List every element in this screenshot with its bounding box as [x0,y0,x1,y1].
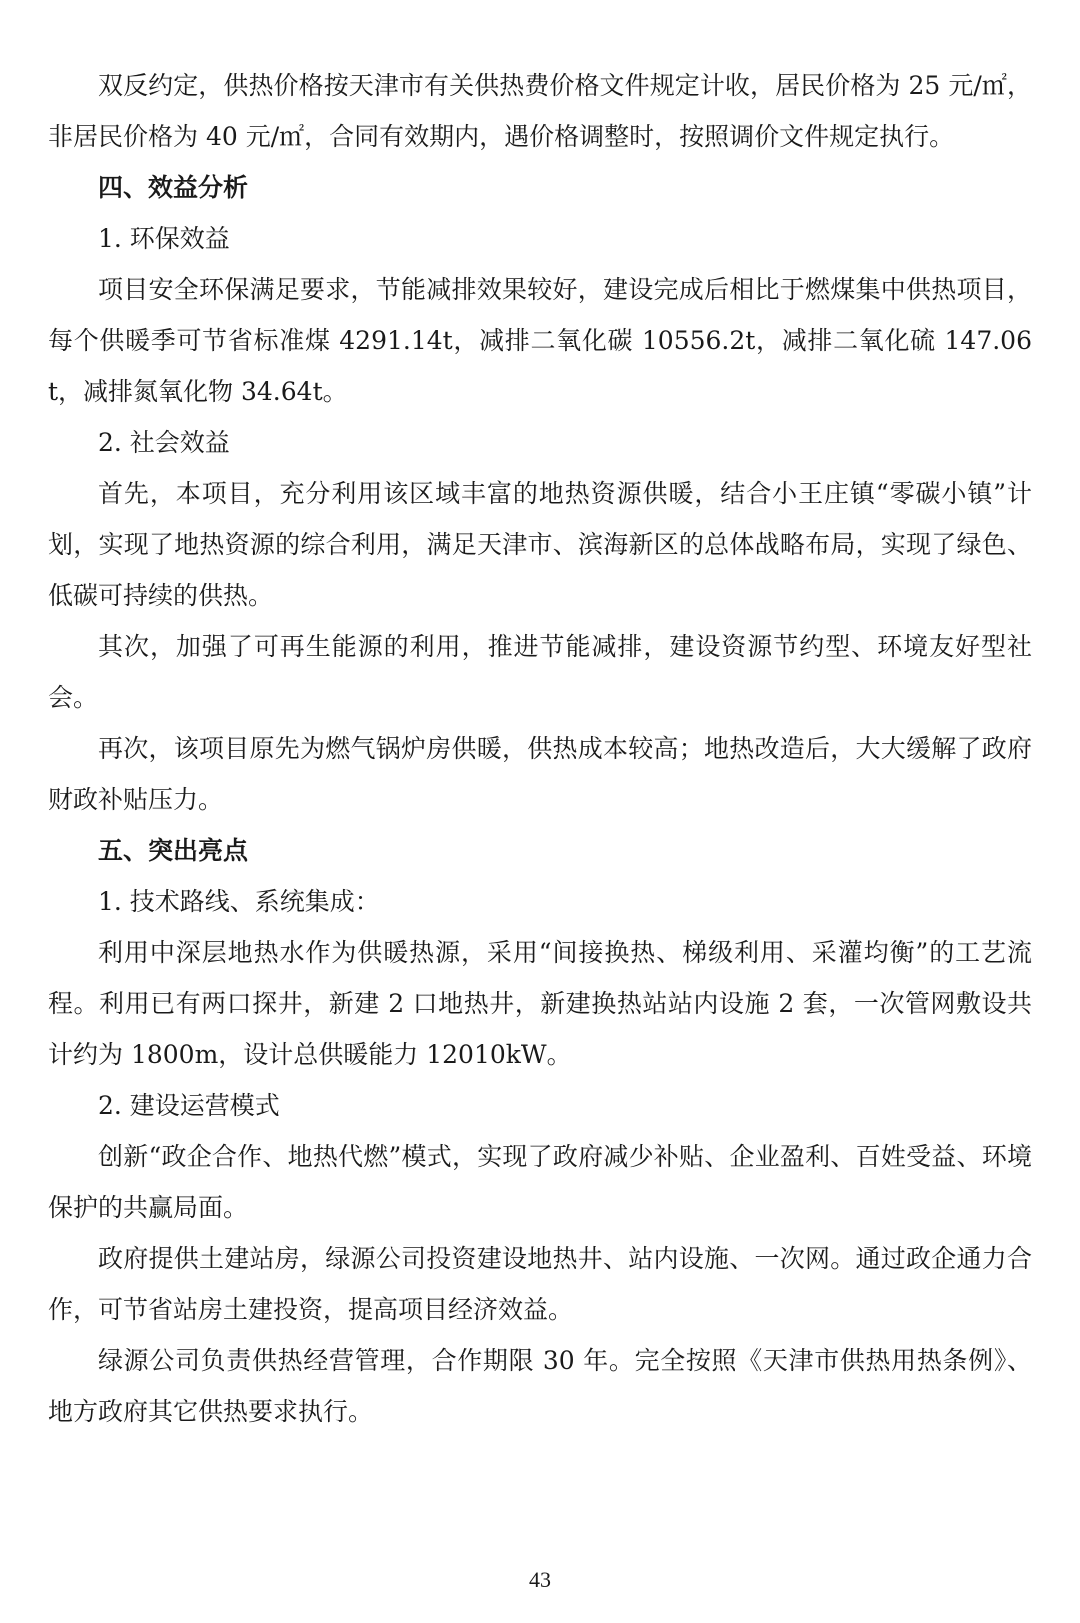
document-body [48,60,1032,1437]
paragraph-social-benefit-third: 再次，该项目原先为燃气锅炉房供暖，供热成本较高；地热改造后，大大缓解了政府财政补贴压力。 [48,734,1032,814]
paragraph-operation-model-second: 政府提供土建站房，绿源公司投资建设地热井、站内设施、一次网。通过政企通力合作，可节省站房土建投资，提高项目经济效益。 [48,1244,1032,1324]
subheading-social-benefit: 2. 社会效益 [98,428,230,457]
paragraph-social-benefit-first: 首先，本项目，充分利用该区域丰富的地热资源供暖，结合小王庄镇“零碳小镇”计划，实现了地热资源的综合利用，满足天津市、滨海新区的总体战略布局，实现了绿色、低碳可持续的供热。 [48,479,1032,610]
subheading-operation-model: 2. 建设运营模式 [98,1091,280,1120]
subheading-technical-route: 1. 技术路线、系统集成： [98,887,380,916]
paragraph-operation-model-third: 绿源公司负责供热经营管理，合作期限 30 年。完全按照《天津市供热用热条例》、地方政府其它供热要求执行。 [48,1346,1032,1426]
paragraph-pricing: 双反约定，供热价格按天津市有关供热费价格文件规定计收，居民价格为 25 元/㎡，非居民价格为 40 元/㎡，合同有效期内，遇价格调整时，按照调价文件规定执行。 [48,71,1032,151]
page-number: 43 [529,1567,551,1592]
paragraph-environmental-benefit: 项目安全环保满足要求，节能减排效果较好，建设完成后相比于燃煤集中供热项目，每个供暖季可节省标准煤 4291.14t，减排二氧化碳 10556.2t，减排二氧化硫 147.06t，减排氮氧化物 34.64t。 [48,275,1032,406]
section-heading-benefit-analysis: 四、效益分析 [98,173,249,202]
section-heading-highlights: 五、突出亮点 [98,836,249,865]
paragraph-operation-model-first: 创新“政企合作、地热代燃”模式，实现了政府减少补贴、企业盈利、百姓受益、环境保护的共赢局面。 [48,1142,1032,1222]
paragraph-social-benefit-second: 其次，加强了可再生能源的利用，推进节能减排，建设资源节约型、环境友好型社会。 [48,632,1032,712]
paragraph-technical-route: 利用中深层地热水作为供暖热源，采用“间接换热、梯级利用、采灌均衡”的工艺流程。利用已有两口探井，新建 2 口地热井，新建换热站站内设施 2 套，一次管网敷设共计约为 1800m，设计总供暖能力 12010kW。 [48,938,1032,1069]
subheading-environmental-benefit: 1. 环保效益 [98,224,230,253]
